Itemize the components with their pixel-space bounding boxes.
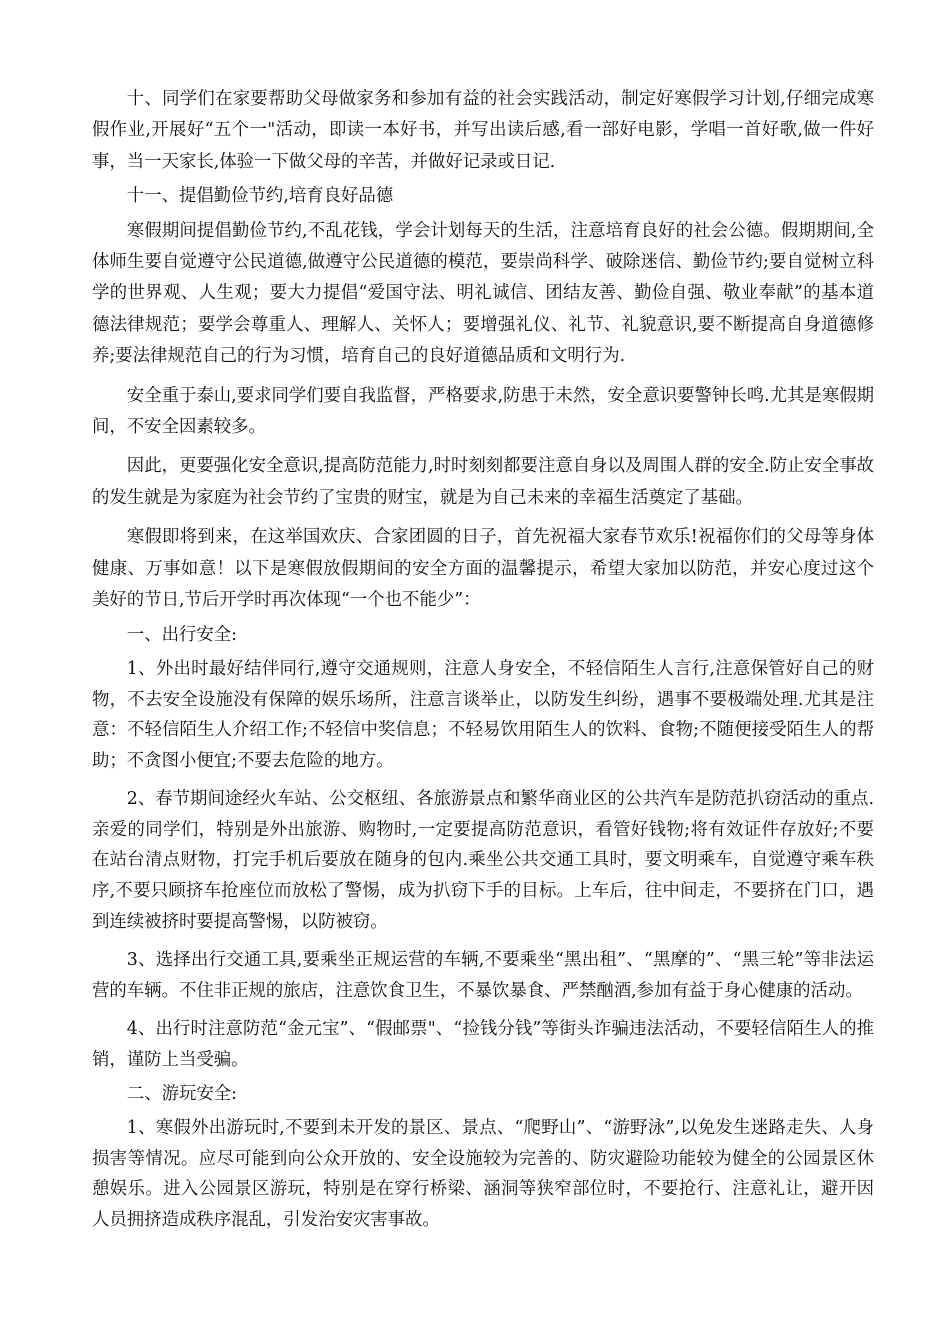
paragraph-safety-awareness: 因此，更要强化安全意识,提高防范能力,时时刻刻都要注意自身以及周围人群的安全.防止安全事故的发生就是为家庭为社会节约了宝贵的财宝，就是为自己未来的幸福生活奠定了基础。 <box>92 456 874 508</box>
section-heading-travel-safety: 一、出行安全: <box>126 624 238 645</box>
paragraph-travel-item-2: 2、春节期间途经火车站、公交枢纽、各旅游景点和繁华商业区的公共汽车是防范扒窃活动的重点.亲爱的同学们，特别是外出旅游、购物时,一定要提高防范意识，看管好钱物;将有效证件存放好;不要在站台清点财物，打完手机后要放在随身的包内.乘坐公共交通工具时，要文明乘车，自觉遵守乘车秩序,不要只顾挤车抢座位而放松了警惕，成为扒窃下手的目标。上车后，往中间走，不要挤在门口，遇到连续被挤时要提高警惕，以防被窃。 <box>92 789 874 932</box>
paragraph-holiday-greeting: 寒假即将到来，在这举国欢庆、合家团圆的日子，首先祝福大家春节欢乐!祝福你们的父母等身体健康、万事如意！以下是寒假放假期间的安全方面的温馨提示，希望大家加以防范，并安心度过这个美好的节日,节后开学时再次体现“一个也不能少”： <box>92 527 874 611</box>
section-heading-eleven: 十一、提倡勤俭节约,培育良好品德 <box>126 186 394 207</box>
paragraph-item-ten: 十、同学们在家要帮助父母做家务和参加有益的社会实践活动，制定好寒假学习计划,仔细完成寒假作业,开展好“五个一"活动，即读一本好书，并写出读后感,看一部好电影，学唱一首好歌,做一件好事，当一天家长,体验一下做父母的辛苦，并做好记录或日记. <box>92 89 874 172</box>
paragraph-frugality: 寒假期间提倡勤俭节约,不乱花钱，学会计划每天的生活，注意培育良好的社会公德。假期期间,全体师生要自觉遵守公民道德,做遵守公民道德的模范，要崇尚科学、破除迷信、勤俭节约;要自觉树立科学的世界观、人生观；要大力提倡“爱国守法、明礼诚信、团结友善、勤俭自强、敬业奉献”的基本道德法律规范；要学会尊重人、理解人、关怀人；要增强礼仪、礼节、礼貌意识,要不断提高自身道德修养;要法律规范自己的行为习惯，培育自己的良好道德品质和文明行为. <box>92 220 874 367</box>
paragraph-travel-item-3: 3、选择出行交通工具,要乘坐正规运营的车辆,不要乘坐“黑出租”、“黑摩的”、“黑三轮”等非法运营的车辆。不住非正规的旅店，注意饮食卫生，不暴饮暴食、严禁酗酒,参加有益于身心健康的活动。 <box>92 950 874 1001</box>
document-page <box>92 84 874 1235</box>
paragraph-travel-item-4: 4、出行时注意防范“金元宝”、“假邮票"、“捡钱分钱”等街头诈骗违法活动，不要轻信陌生人的推销，谨防上当受骗。 <box>92 1019 874 1071</box>
paragraph-leisure-item-1: 1、寒假外出游玩时,不要到未开发的景区、景点、“爬野山”、“游野泳”,以免发生迷路走失、人身损害等情况。应尽可能到向公众开放的、安全设施较为完善的、防灾避险功能较为健全的公园景区休憩娱乐。进入公园景区游玩，特别是在穿行桥梁、涵洞等狭窄部位时，不要抢行、注意礼让，避开因人员拥挤造成秩序混乱，引发治安灾害事故。 <box>92 1118 874 1230</box>
paragraph-safety-first: 安全重于泰山,要求同学们要自我监督，严格要求,防患于未然，安全意识要警钟长鸣.尤其是寒假期间，不安全因素较多。 <box>92 385 874 438</box>
section-heading-leisure-safety: 二、游玩安全: <box>126 1083 238 1104</box>
paragraph-travel-item-1: 1、外出时最好结伴同行,遵守交通规则，注意人身安全，不轻信陌生人言行,注意保管好自己的财物，不去安全设施没有保障的娱乐场所，注意言谈举止，以防发生纠纷，遇事不要极端处理.尤其是注意：不轻信陌生人介绍工作;不轻信中奖信息；不轻易饮用陌生人的饮料、食物;不随便接受陌生人的帮助；不贪图小便宜;不要去危险的地方。 <box>92 658 874 771</box>
